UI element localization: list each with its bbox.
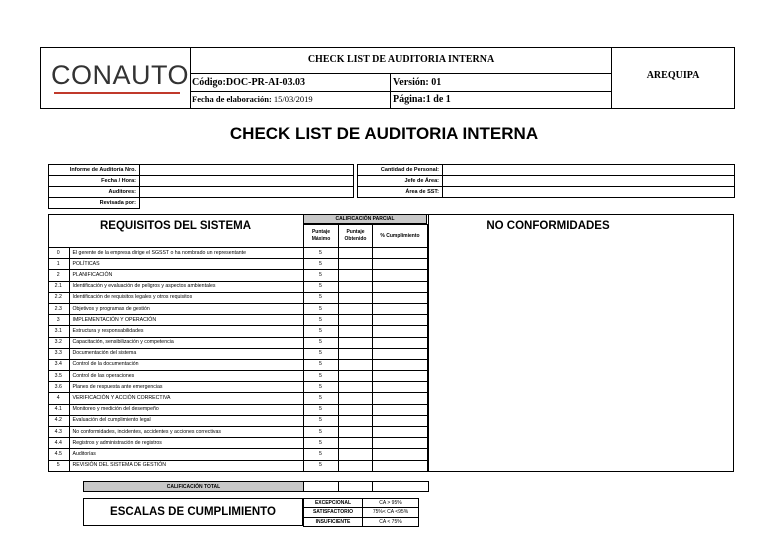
escalas-table [303,498,419,527]
checklist-row [48,326,427,337]
info-value-field[interactable] [443,176,735,187]
puntaje-obtenido-header: Puntaje Obtenido [339,225,373,248]
item-description: Estructura y responsabilidades [69,326,303,337]
checklist-row [48,281,427,292]
item-puntaje-maximo: 5 [303,415,338,426]
item-number: 5 [48,460,69,471]
info-row [358,176,735,187]
logo-underline [54,92,180,94]
item-number: 4.5 [48,449,69,460]
checklist-row [48,460,427,471]
page-title: CHECK LIST DE AUDITORIA INTERNA [229,124,539,143]
escala-range: CA < 75% [363,517,419,526]
item-puntaje-obtenido-field[interactable] [338,303,372,314]
item-puntaje-obtenido-field[interactable] [338,281,372,292]
info-label: Auditores: [49,187,140,198]
checklist-row [48,315,427,326]
info-row [49,176,354,187]
item-description: Control de las operaciones [69,371,303,382]
item-puntaje-obtenido-field[interactable] [338,359,372,370]
escala-name: EXCEPCIONAL [304,499,363,508]
item-puntaje-maximo: 5 [303,371,338,382]
escala-row [304,517,419,526]
info-left-table [48,164,354,209]
header-pagina: Página:1 de 1 [391,92,612,108]
item-cumplimiento-field[interactable] [372,315,427,326]
item-cumplimiento-field[interactable] [372,303,427,314]
info-row [358,187,735,198]
item-description: Capacitación, sensibilización y competencia [69,337,303,348]
item-cumplimiento-field[interactable] [372,281,427,292]
item-cumplimiento-field[interactable] [372,270,427,281]
checklist-row [48,292,427,303]
item-cumplimiento-field[interactable] [372,292,427,303]
item-description: Auditorías [69,449,303,460]
item-cumplimiento-field[interactable] [372,382,427,393]
item-puntaje-maximo: 5 [303,427,338,438]
info-row [49,165,354,176]
item-cumplimiento-field[interactable] [372,438,427,449]
item-number: 3.2 [48,337,69,348]
checklist-row [48,415,427,426]
item-description: Evaluación del cumplimiento legal [69,415,303,426]
item-cumplimiento-field[interactable] [372,427,427,438]
escala-range: 75%< CA <95% [363,508,419,517]
escala-row [304,499,419,508]
total-max-field[interactable] [304,482,339,492]
item-puntaje-obtenido-field[interactable] [338,415,372,426]
item-puntaje-obtenido-field[interactable] [338,449,372,460]
item-puntaje-maximo: 5 [303,449,338,460]
item-description: El gerente de la empresa dirige el SGSST o ha nombrado un representante [69,248,303,259]
info-label: Revisada por: [49,198,140,209]
item-number: 3.1 [48,326,69,337]
item-puntaje-obtenido-field[interactable] [338,315,372,326]
puntaje-maximo-header: Puntaje Máximo [304,225,339,248]
calificacion-subheader [303,224,428,248]
item-puntaje-obtenido-field[interactable] [338,460,372,471]
item-number: 2.2 [48,292,69,303]
item-number: 2 [48,270,69,281]
item-puntaje-maximo: 5 [303,460,338,471]
item-description: VERIFICACIÓN Y ACCIÓN CORRECTIVA [69,393,303,404]
header-fecha [191,92,391,108]
item-puntaje-obtenido-field[interactable] [338,259,372,270]
info-row [49,198,354,209]
item-cumplimiento-field[interactable] [372,393,427,404]
item-cumplimiento-field[interactable] [372,259,427,270]
checklist-row [48,404,427,415]
item-puntaje-maximo: 5 [303,270,338,281]
item-description: PLANIFICACIÓN [69,270,303,281]
item-cumplimiento-field[interactable] [372,371,427,382]
checklist-row [48,382,427,393]
item-puntaje-obtenido-field[interactable] [338,393,372,404]
item-puntaje-maximo: 5 [303,359,338,370]
checklist-row [48,259,427,270]
escala-range: CA > 95% [363,499,419,508]
info-value-field[interactable] [140,176,354,187]
item-puntaje-maximo: 5 [303,248,338,259]
nc-divider [428,214,429,472]
item-description: Documentación del sistema [69,348,303,359]
item-description: Monitoreo y medición del desempeño [69,404,303,415]
checklist-row [48,303,427,314]
item-cumplimiento-field[interactable] [372,359,427,370]
item-cumplimiento-field[interactable] [372,248,427,259]
escala-name: SATISFACTORIO [304,508,363,517]
checklist-row [48,337,427,348]
item-puntaje-obtenido-field[interactable] [338,292,372,303]
item-puntaje-maximo: 5 [303,348,338,359]
item-puntaje-obtenido-field[interactable] [338,337,372,348]
info-value-field[interactable] [140,187,354,198]
item-cumplimiento-field[interactable] [372,415,427,426]
item-description: IMPLEMENTACIÓN Y OPERACIÓN [69,315,303,326]
header-ciudad: AREQUIPA [646,70,700,81]
item-number: 3.3 [48,348,69,359]
fecha-label: Fecha de elaboración: [192,94,272,104]
item-description: Objetivos y programas de gestión [69,303,303,314]
item-cumplimiento-field[interactable] [372,326,427,337]
item-puntaje-obtenido-field[interactable] [338,348,372,359]
item-puntaje-maximo: 5 [303,292,338,303]
item-number: 2.3 [48,303,69,314]
item-number: 4.1 [48,404,69,415]
item-cumplimiento-field[interactable] [372,404,427,415]
total-obtenido-field[interactable] [339,482,373,492]
item-cumplimiento-field[interactable] [372,460,427,471]
item-puntaje-obtenido-field[interactable] [338,382,372,393]
item-cumplimiento-field[interactable] [372,337,427,348]
info-label: Área de SST: [358,187,443,198]
item-puntaje-maximo: 5 [303,393,338,404]
item-number: 4 [48,393,69,404]
info-right-table [357,164,735,198]
no-conformidades-title: NO CONFORMIDADES [486,220,610,232]
checklist-row [48,371,427,382]
info-row [49,187,354,198]
item-puntaje-maximo: 5 [303,303,338,314]
item-number: 4.2 [48,415,69,426]
checklist-row [48,348,427,359]
info-label: Fecha / Hora: [49,176,140,187]
info-value-field[interactable] [443,165,735,176]
info-value-field[interactable] [443,187,735,198]
checklist-row [48,393,427,404]
header-codigo: Código:DOC-PR-AI-03.03 [191,74,391,92]
escala-row [304,508,419,517]
info-row [358,165,735,176]
checklist-row [48,359,427,370]
info-label: Informe de Auditoría Nro. [49,165,140,176]
item-description: REVISIÓN DEL SISTEMA DE GESTIÓN [69,460,303,471]
fecha-value: 15/03/2019 [273,94,313,104]
calificacion-total-table [83,481,429,492]
item-puntaje-maximo: 5 [303,404,338,415]
item-puntaje-obtenido-field[interactable] [338,326,372,337]
cumplimiento-header: % Cumplimiento [373,225,428,248]
item-puntaje-maximo: 5 [303,382,338,393]
item-number: 3.5 [48,371,69,382]
checklist-row [48,248,427,259]
item-number: 3.4 [48,359,69,370]
item-description: No conformidades, incidentes, accidentes y acciones correctivas [69,427,303,438]
total-pct-field[interactable] [373,482,429,492]
logo-cell [41,48,191,108]
item-number: 2.1 [48,281,69,292]
checklist-row [48,427,427,438]
item-description: Registros y administración de registros [69,438,303,449]
item-description: Identificación de requisitos legales y otros requisitos [69,292,303,303]
info-value-field[interactable] [140,165,354,176]
calificacion-total-label: CALIFICACIÓN TOTAL [84,482,304,492]
item-puntaje-maximo: 5 [303,281,338,292]
checklist-items-table [48,247,428,472]
checklist-row [48,270,427,281]
calificacion-parcial-header: CALIFICACIÓN PARCIAL [303,214,427,224]
company-logo: CONAUTO [51,60,190,90]
info-label: Cantidad de Personal: [358,165,443,176]
item-puntaje-maximo: 5 [303,326,338,337]
checklist-row [48,438,427,449]
item-number: 3.6 [48,382,69,393]
info-label: Jefe de Área: [358,176,443,187]
item-description: Planes de respuesta ante emergencias [69,382,303,393]
item-number: 3 [48,315,69,326]
checklist-row [48,449,427,460]
item-number: 4.3 [48,427,69,438]
item-number: 4.4 [48,438,69,449]
item-puntaje-maximo: 5 [303,337,338,348]
item-puntaje-obtenido-field[interactable] [338,270,372,281]
document-header [40,47,735,109]
item-puntaje-obtenido-field[interactable] [338,404,372,415]
header-version: Versión: 01 [391,74,612,92]
header-doc-title: CHECK LIST DE AUDITORIA INTERNA [191,48,612,74]
requisitos-title: REQUISITOS DEL SISTEMA [99,220,252,232]
item-puntaje-maximo: 5 [303,315,338,326]
item-cumplimiento-field[interactable] [372,449,427,460]
item-puntaje-obtenido-field[interactable] [338,371,372,382]
item-cumplimiento-field[interactable] [372,348,427,359]
escalas-title: ESCALAS DE CUMPLIMIENTO [83,498,303,526]
escala-name: INSUFICIENTE [304,517,363,526]
item-number: 0 [48,248,69,259]
item-description: Identificación y evaluación de peligros y aspectos ambientales [69,281,303,292]
item-puntaje-obtenido-field[interactable] [338,427,372,438]
item-puntaje-obtenido-field[interactable] [338,438,372,449]
info-value-field[interactable] [140,198,354,209]
item-number: 1 [48,259,69,270]
item-description: POLÍTICAS [69,259,303,270]
item-description: Control de la documentación [69,359,303,370]
item-puntaje-maximo: 5 [303,259,338,270]
item-puntaje-maximo: 5 [303,438,338,449]
item-puntaje-obtenido-field[interactable] [338,248,372,259]
